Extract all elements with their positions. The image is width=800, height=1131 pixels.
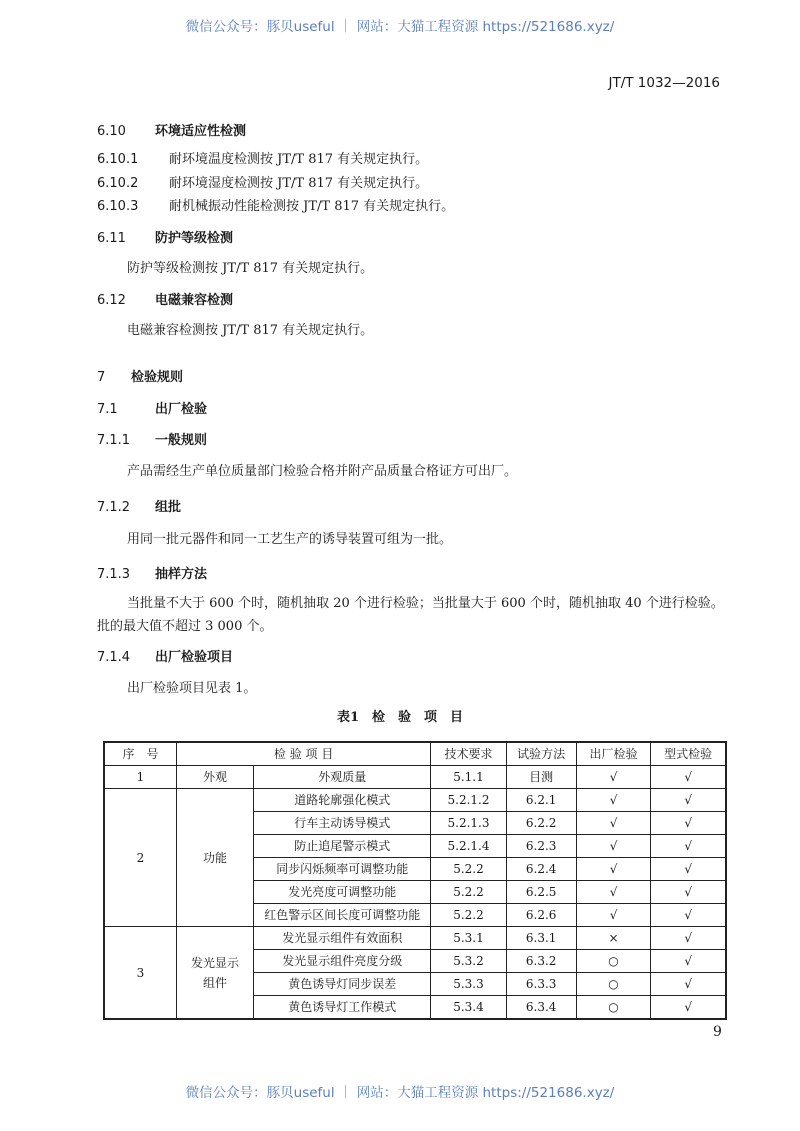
table-cell: 6.2.3 xyxy=(506,835,576,858)
table-cell: ○ xyxy=(576,950,651,973)
section-number: 6.10 xyxy=(97,124,126,139)
text-line: 出厂检验项目见表 1。 xyxy=(127,681,257,696)
table-cell: √ xyxy=(576,835,651,858)
table-cell: √ xyxy=(651,835,726,858)
text-line xyxy=(97,176,428,192)
text-line: 电磁兼容检测按 JT/T 817 有关规定执行。 xyxy=(127,323,374,338)
table-cell: √ xyxy=(576,766,651,789)
text-line xyxy=(97,231,233,247)
table-cell: 6.2.5 xyxy=(506,881,576,904)
table-cell: √ xyxy=(576,789,651,812)
table-cell: 2 xyxy=(104,789,176,927)
section-number: 6.10.3 xyxy=(97,199,139,214)
table-cell: √ xyxy=(651,766,726,789)
table-cell: 5.1.1 xyxy=(431,766,506,789)
table-cell: 黄色诱导灯同步误差 xyxy=(254,973,431,996)
column-header: 出厂检验 xyxy=(576,742,651,766)
table-cell: √ xyxy=(651,789,726,812)
text-line: 防护等级检测按 JT/T 817 有关规定执行。 xyxy=(127,261,374,276)
table-header-row xyxy=(104,742,726,766)
table-cell: 发光显示组件有效面积 xyxy=(254,927,431,950)
table-cell: 5.3.1 xyxy=(431,927,506,950)
table-cell: 外观质量 xyxy=(254,766,431,789)
table-cell: 1 xyxy=(104,766,176,789)
table-cell: 红色警示区间长度可调整功能 xyxy=(254,904,431,927)
table-cell: 5.2.2 xyxy=(431,881,506,904)
table-cell: 同步闪烁频率可调整功能 xyxy=(254,858,431,881)
column-header: 序 号 xyxy=(104,742,176,766)
section-text: 耐机械振动性能检测按 JT/T 817 有关规定执行。 xyxy=(169,199,455,214)
table-cell: √ xyxy=(651,904,726,927)
section-text: 出厂检验项目 xyxy=(155,650,234,665)
text-line xyxy=(97,293,233,309)
section-number: 7.1.1 xyxy=(97,433,131,448)
table-cell: ○ xyxy=(576,973,651,996)
text-line xyxy=(97,199,454,215)
table-cell: 5.2.1.3 xyxy=(431,812,506,835)
table-cell: 6.2.4 xyxy=(506,858,576,881)
table-cell: √ xyxy=(651,812,726,835)
table-cell: 功能 xyxy=(176,789,253,927)
table-cell: 6.3.3 xyxy=(506,973,576,996)
text-line: 当批量不大于 600 个时，随机抽取 20 个进行检验；当批量大于 600 个时，随机抽取 40 个进行检验。 xyxy=(127,596,724,611)
inspection-table xyxy=(103,741,727,1020)
text-line: 产品需经生产单位质量部门检验合格并附产品质量合格证方可出厂。 xyxy=(127,464,518,479)
section-text: 电磁兼容检测 xyxy=(155,293,234,308)
table-row xyxy=(104,766,726,789)
section-number: 7.1 xyxy=(97,402,118,417)
section-number: 6.10.2 xyxy=(97,176,139,191)
table-cell: 6.3.2 xyxy=(506,950,576,973)
text-line xyxy=(97,152,428,168)
table-cell: × xyxy=(576,927,651,950)
table-cell: ○ xyxy=(576,996,651,1020)
table-row xyxy=(104,927,726,950)
table-cell: 5.3.3 xyxy=(431,973,506,996)
section-number: 7.1.3 xyxy=(97,567,131,582)
section-text: 检验规则 xyxy=(131,370,184,385)
text-line xyxy=(97,567,207,583)
section-text: 出厂检验 xyxy=(155,402,208,417)
text-line: 批的最大值不超过 3 000 个。 xyxy=(97,619,273,634)
table-cell: 5.2.2 xyxy=(431,904,506,927)
table-cell: 5.3.2 xyxy=(431,950,506,973)
table-cell: √ xyxy=(576,858,651,881)
table-cell: 6.2.1 xyxy=(506,789,576,812)
section-text: 一般规则 xyxy=(155,433,208,448)
text-line xyxy=(97,370,183,386)
text-line: 用同一批元器件和同一工艺生产的诱导装置可组为一批。 xyxy=(127,532,453,547)
section-text: 环境适应性检测 xyxy=(155,124,247,139)
text-line xyxy=(97,650,233,666)
section-text: 组批 xyxy=(155,500,182,515)
table-cell: 目测 xyxy=(506,766,576,789)
table-cell: 5.2.1.2 xyxy=(431,789,506,812)
table-cell: √ xyxy=(651,973,726,996)
table-cell: 发光显示组件 xyxy=(176,927,253,1020)
table-cell: 5.2.2 xyxy=(431,858,506,881)
table-cell: 6.3.4 xyxy=(506,996,576,1020)
table-cell: √ xyxy=(651,996,726,1020)
table-cell: √ xyxy=(651,881,726,904)
column-header: 型式检验 xyxy=(651,742,726,766)
table-row xyxy=(104,789,726,812)
section-text: 抽样方法 xyxy=(155,567,208,582)
table-cell: √ xyxy=(576,904,651,927)
table-cell: 黄色诱导灯工作模式 xyxy=(254,996,431,1020)
table-cell: 道路轮廓强化模式 xyxy=(254,789,431,812)
table-cell: √ xyxy=(576,881,651,904)
table-title: 表1 检 验 项 目 xyxy=(336,710,464,725)
text-line xyxy=(97,500,181,516)
section-number: 6.11 xyxy=(97,231,126,246)
table-cell: 3 xyxy=(104,927,176,1020)
section-text: 防护等级检测 xyxy=(155,231,234,246)
table-cell: 6.3.1 xyxy=(506,927,576,950)
page-number: 9 xyxy=(713,1024,722,1040)
table-cell: √ xyxy=(576,812,651,835)
watermark-bottom: 微信公众号：豚贝useful ｜ 网站：大猫工程资源 https://521686.xyz/ xyxy=(185,1085,615,1101)
section-number: 7.1.2 xyxy=(97,500,131,515)
table-cell: √ xyxy=(651,858,726,881)
section-text: 耐环境湿度检测按 JT/T 817 有关规定执行。 xyxy=(169,176,429,191)
text-line xyxy=(97,402,207,418)
text-line xyxy=(97,433,207,449)
text-line xyxy=(97,124,246,140)
table-cell: 5.2.1.4 xyxy=(431,835,506,858)
table-cell: 外观 xyxy=(176,766,253,789)
section-number: 7 xyxy=(97,370,106,385)
section-number: 6.10.1 xyxy=(97,152,139,167)
table-cell: 发光亮度可调整功能 xyxy=(254,881,431,904)
table-cell: 5.3.4 xyxy=(431,996,506,1020)
section-text: 耐环境温度检测按 JT/T 817 有关规定执行。 xyxy=(169,152,429,167)
table-cell: 防止追尾警示模式 xyxy=(254,835,431,858)
table-cell: 发光显示组件亮度分级 xyxy=(254,950,431,973)
watermark-top: 微信公众号：豚贝useful ｜ 网站：大猫工程资源 https://521686.xyz/ xyxy=(185,19,615,35)
table-cell: 6.2.2 xyxy=(506,812,576,835)
column-header: 检 验 项 目 xyxy=(176,742,430,766)
column-header: 试验方法 xyxy=(506,742,576,766)
table-cell: √ xyxy=(651,950,726,973)
table-cell: 行车主动诱导模式 xyxy=(254,812,431,835)
column-header: 技术要求 xyxy=(431,742,506,766)
section-number: 6.12 xyxy=(97,293,126,308)
section-number: 7.1.4 xyxy=(97,650,131,665)
table-cell: √ xyxy=(651,927,726,950)
table-cell: 6.2.6 xyxy=(506,904,576,927)
standard-number: JT/T 1032—2016 xyxy=(608,75,720,91)
